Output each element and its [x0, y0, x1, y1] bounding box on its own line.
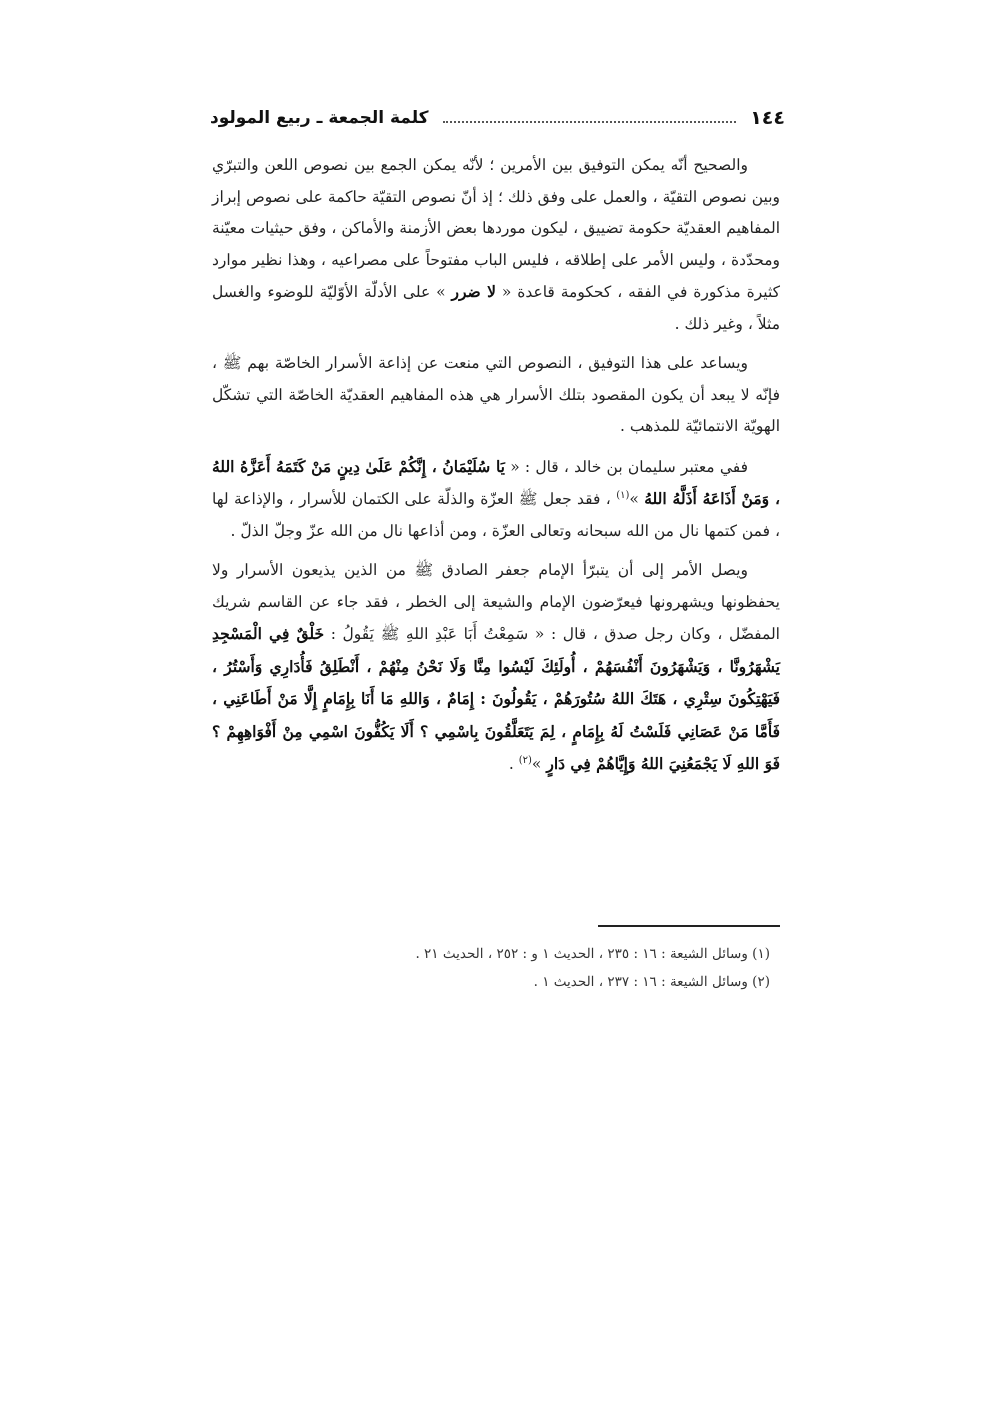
running-title: كلمة الجمعة ـ ربيع المولود: [210, 108, 429, 128]
body-text: [212, 150, 780, 789]
paragraph-sulayman-hadith: [212, 451, 780, 548]
footnote-separator: [598, 925, 780, 927]
page-header: [210, 100, 785, 136]
footnotes: [212, 940, 780, 996]
paragraph-supporting-texts: [212, 348, 780, 443]
paragraph-text: » على الأدلّة الأوّليّة للوضوء والغسل مثلاً ، وغير ذلك .: [212, 283, 780, 333]
paragraph-reconciliation: [212, 150, 780, 340]
footnote-ref-1[interactable]: (١): [616, 489, 630, 501]
quote-close: »: [531, 755, 547, 773]
paragraph-text: ، فقد جعل ﷺ العزّة والذلّة على الكتمان للأسرار ، والإذاعة لها ، فمن كتمها نال من الله سبحانه وتعالى العزّة ، ومن أذاعها نال من الله عزّ وجلّ الذلّ .: [212, 490, 780, 540]
quote-close: »: [629, 490, 645, 508]
paragraph-text: ويساعد على هذا التوفيق ، النصوص التي منعت عن إذاعة الأسرار الخاصّة بهم ﷺ ، فإنّه لا يبعد أن يكون المقصود بتلك الأسرار هي هذه المفاهيم العقديّة الخاصّة التي تشكّل الهويّة الانتمائيّة للمذهب .: [212, 354, 780, 435]
paragraph-sadiq-hadith: [212, 555, 780, 781]
rule-name: لا ضرر: [451, 282, 496, 301]
paragraph-text: ففي معتبر سليمان بن خالد ، قال : «: [504, 457, 748, 476]
paragraph-text: ويصل الأمر إلى أن يتبرّأ الإمام جعفر الصادق ﷺ من الذين يذيعون الأسرار ولا يحفظونها ويشهرونها فيعرّضون الإمام والشيعة إلى الخطر ، فقد جاء عن القاسم شريك المفضّل ، وكان رجل صدق ، قال : « سَمِعْتُ أَبَا عَبْدِ اللهِ ﷺ يَقُولُ :: [212, 561, 780, 643]
hadith-quote: خَلْقٌ فِي الْمَسْجِدِ يَشْهَرُونَّا ، وَيَشْهَرُونَ أَنْفُسَهُمْ ، أُولَئِكَ لَيْسُوا مِنَّا وَلَا نَحْنُ مِنْهُمْ ، أَنْطَلِقُ فَأُدَارِي وَأَسْتُرُ ، فَيَهْتِكُونَ سِتْرِي ، هَتَكَ اللهُ سُتُورَهُمْ ، يَقُولُونَ : إِمَامٌ ، وَاللهِ مَا أَنَا بِإِمَامٍ إِلَّا مَنْ أَطَاعَنِي ، فَأَمَّا مَنْ عَصَانِي فَلَسْتُ لَهُ بِإِمَامٍ ، لِمَ يَتَعَلَّقُونَ بِاسْمِي ؟ أَلَا يَكُفُّونَ اسْمِي مِنْ أَفْوَاهِهِمْ ؟ فَوَ اللهِ لَا يَجْمَعُنِيَ اللهُ وَإِيَّاهُمْ فِي دَارٍ: [212, 624, 780, 773]
paragraph-text: والصحيح أنّه يمكن التوفيق بين الأمرين ؛ لأنّه يمكن الجمع بين نصوص اللعن والتبرّي وبين نصوص التقيّة ، والعمل على وفق ذلك ؛ إذ أنّ نصوص التقيّة حاكمة على نصوص إبراز المفاهيم العقديّة حكومة تضييق ، ليكون موردها بعض الأزمنة والأماكن ، وفق حيثيات معيّنة ومحدّدة ، وليس الأمر على إطلاقه ، فليس الباب مفتوحاً على مصراعيه ، وهذا نظير موارد كثيرة مذكورة في الفقه ، كحكومة قاعدة «: [212, 156, 781, 301]
hadith-quote: يَا سُلَيْمَانُ ، إِنَّكُمْ عَلَىٰ دِينٍ مَنْ كَتَمَهُ أَعَزَّهُ اللهُ ، وَمَنْ أَذَاعَهُ أَذَلَّهُ اللهُ: [212, 456, 780, 508]
header-dotted-leader: [443, 121, 737, 123]
page-number: ١٤٤: [750, 107, 785, 129]
footnote-ref-2[interactable]: (٢): [518, 754, 532, 766]
footnote-1: (١) وسائل الشيعة : ١٦ : ٢٣٥ ، الحديث ١ و : ٢٥٢ ، الحديث ٢١ .: [415, 946, 770, 962]
paragraph-text: .: [508, 755, 519, 773]
footnote-2: (٢) وسائل الشيعة : ١٦ : ٢٣٧ ، الحديث ١ .: [533, 974, 770, 990]
